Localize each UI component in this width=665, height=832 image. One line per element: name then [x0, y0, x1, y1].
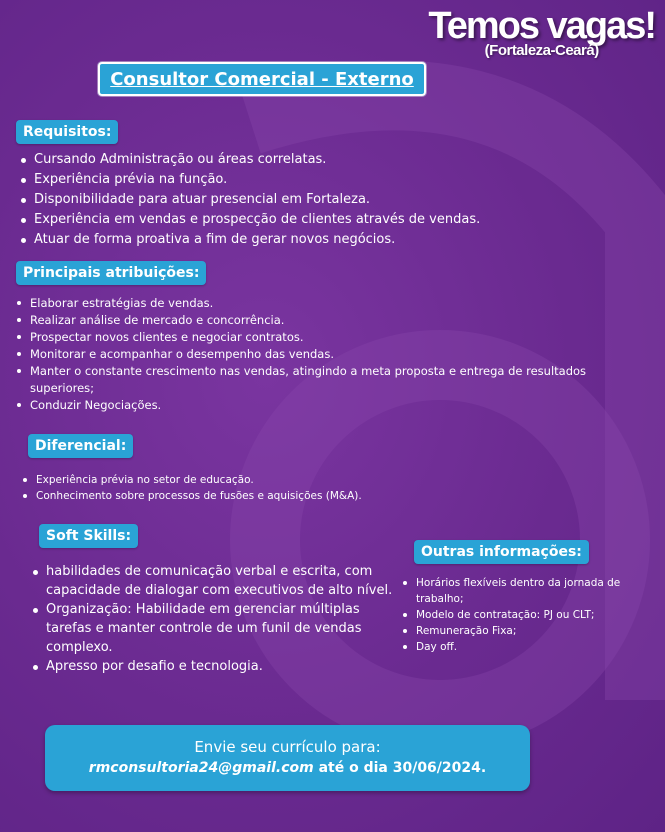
- list-item: Realizar análise de mercado e concorrência.: [30, 312, 630, 329]
- list-item: habilidades de comunicação verbal e escrita, com capacidade de dialogar com executivos de alto nível.: [46, 564, 393, 598]
- list-requisitos: [18, 150, 634, 250]
- list-soft-skills: [30, 562, 394, 676]
- list-item: Experiência em vendas e prospecção de clientes através de vendas.: [34, 210, 634, 230]
- headline: Temos vagas!: [428, 5, 655, 47]
- list-item: Apresso por desafio e tecnologia.: [46, 657, 394, 676]
- list-item: Elaborar estratégias de vendas.: [30, 295, 630, 312]
- list-outras-informacoes: [400, 575, 648, 655]
- list-item: Manter o constante crescimento nas vendas, atingindo a meta proposta e entrega de resultados superiores;: [30, 363, 630, 397]
- header: [428, 4, 655, 59]
- list-item: Modelo de contratação: PJ ou CLT;: [416, 607, 648, 623]
- list-item: Prospectar novos clientes e negociar contratos.: [30, 329, 630, 346]
- list-item: Experiência prévia na função.: [34, 170, 634, 190]
- job-title-box: [98, 62, 426, 96]
- label-atribuicoes: Principais atribuições:: [16, 261, 206, 285]
- job-title: Consultor Comercial - Externo: [110, 68, 414, 90]
- list-item: Conduzir Negociações.: [30, 397, 630, 414]
- cta-contact: [45, 760, 530, 776]
- label-diferencial: Diferencial:: [28, 434, 133, 458]
- label-outras-informacoes: Outras informações:: [414, 540, 589, 564]
- list-diferencial: [20, 472, 596, 504]
- cta-box: [45, 725, 530, 791]
- list-item: Organização: Habilidade em gerenciar múltiplas tarefas e manter controle de um funil de vendas complexo.: [46, 600, 394, 657]
- list-item: Cursando Administração ou áreas correlatas.: [34, 150, 634, 170]
- cta-instruction: Envie seu currículo para:: [194, 738, 381, 756]
- label-soft-skills: Soft Skills:: [39, 524, 138, 548]
- list-item: Disponibilidade para atuar presencial em Fortaleza.: [34, 190, 634, 210]
- location-subtitle: (Fortaleza-Ceará): [484, 42, 599, 59]
- label-requisitos: Requisitos:: [16, 120, 118, 144]
- list-item: Horários flexíveis dentro da jornada de trabalho;: [416, 575, 648, 607]
- list-item: Conhecimento sobre processos de fusões e aquisições (M&A).: [36, 488, 596, 504]
- list-item: Atuar de forma proativa a fim de gerar novos negócios.: [34, 230, 634, 250]
- deadline-text: até o dia 30/06/2024.: [313, 760, 487, 776]
- list-item: Remuneração Fixa;: [416, 623, 648, 639]
- list-item: Experiência prévia no setor de educação.: [36, 472, 596, 488]
- list-item: Day off.: [416, 639, 648, 655]
- list-item: Monitorar e acompanhar o desempenho das vendas.: [30, 346, 630, 363]
- list-atribuicoes: [14, 295, 630, 414]
- email-address[interactable]: rmconsultoria24@gmail.com: [88, 760, 314, 776]
